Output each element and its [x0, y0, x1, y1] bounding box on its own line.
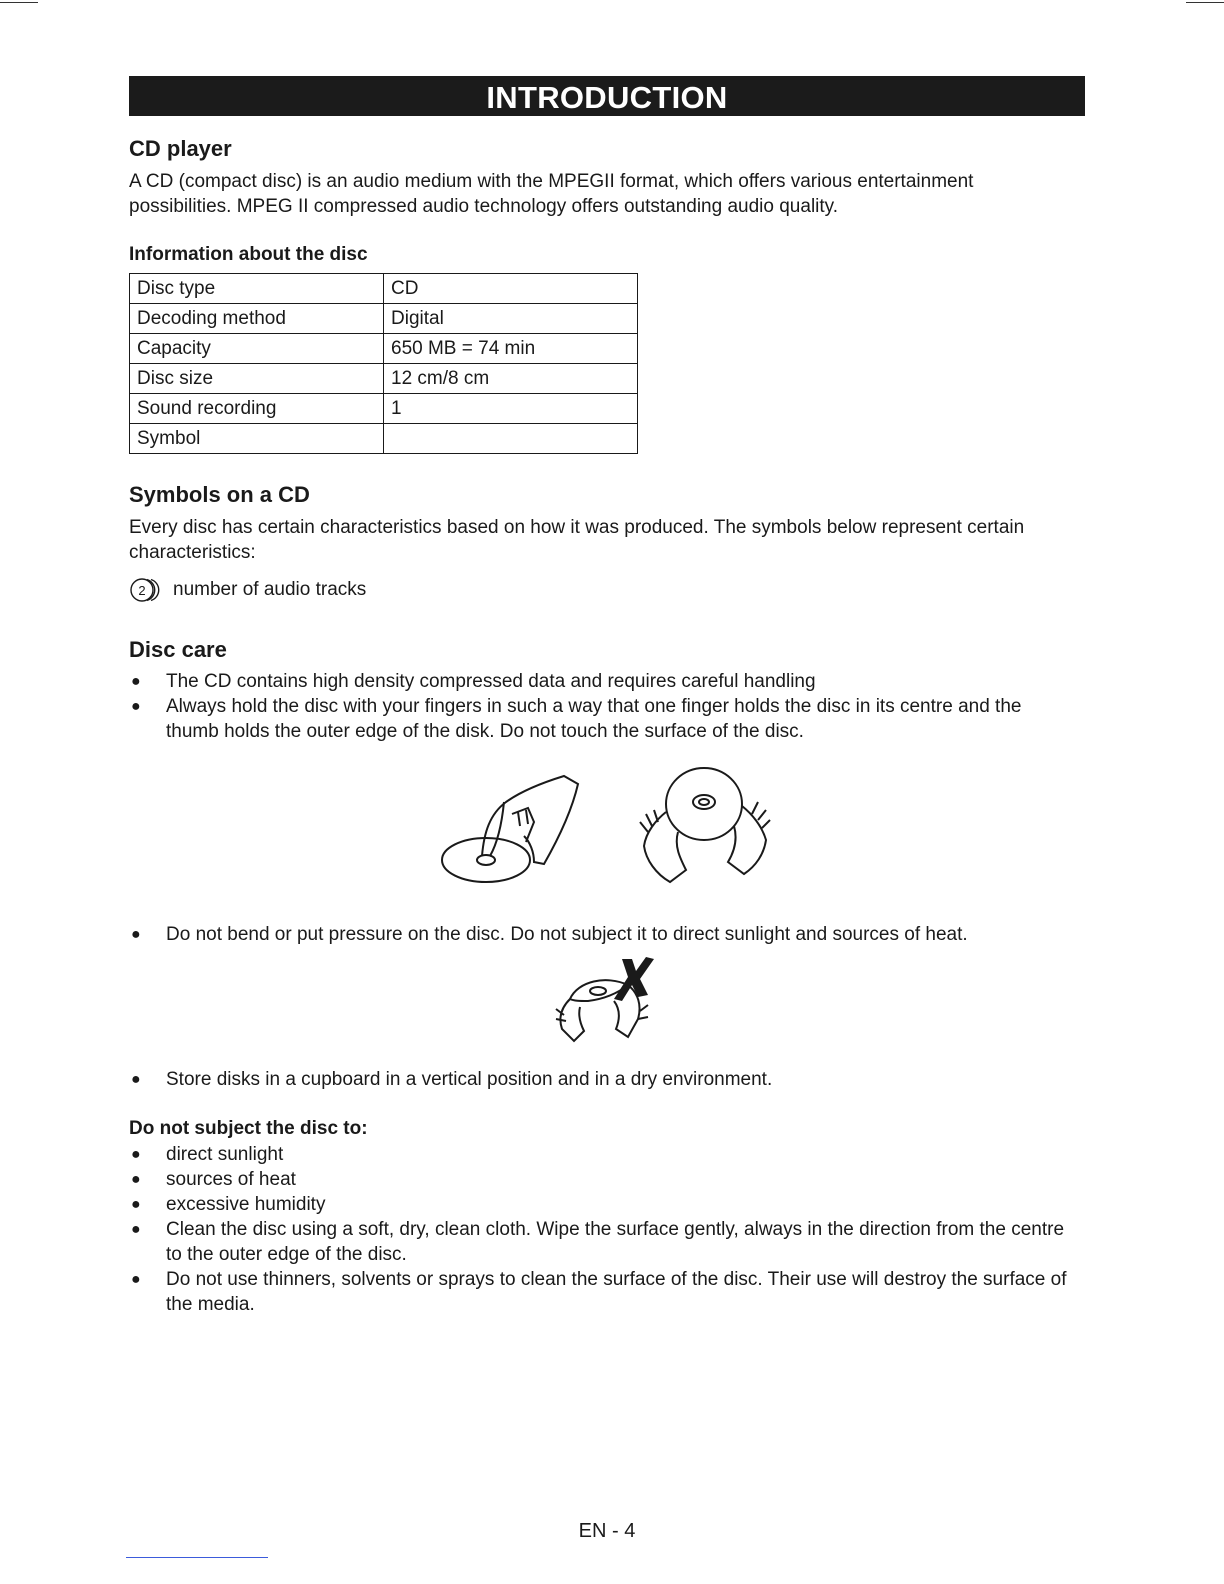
disc-bend-illustration	[129, 955, 1079, 1051]
table-row	[130, 364, 638, 394]
list-item: ● excessive humidity	[131, 1194, 326, 1215]
table-cell-label: Capacity	[130, 334, 384, 364]
disc-handling-illustration	[129, 762, 1079, 892]
list-item: ● The CD contains high density compressed data and requires careful handling	[131, 671, 816, 692]
list-item: ● direct sunlight	[131, 1144, 284, 1165]
disc-info-heading: Information about the disc	[129, 244, 368, 265]
table-cell-value: CD	[384, 274, 638, 304]
audio-tracks-disc-icon	[129, 577, 167, 603]
disc-care-heading: Disc care	[129, 637, 227, 662]
cross-mark-icon	[614, 957, 654, 1001]
crop-mark-right	[1186, 2, 1224, 3]
table-cell-label: Disc size	[130, 364, 384, 394]
crop-mark-left	[0, 2, 38, 3]
table-cell-label: Symbol	[130, 424, 384, 454]
bent-disc-warning-icon	[544, 955, 664, 1051]
disc-info-table	[129, 273, 638, 454]
table-cell-label: Decoding method	[130, 304, 384, 334]
cd-player-heading: CD player	[129, 136, 232, 161]
hand-holding-disc-icon	[434, 762, 774, 892]
page-content	[129, 134, 1079, 1317]
table-cell-value: 12 cm/8 cm	[384, 364, 638, 394]
bottom-rule	[126, 1557, 268, 1558]
cd-player-body: A CD (compact disc) is an audio medium with the MPEGII format, which offers various entertainment possibilities. MPEG II compressed audio technology offers outstanding audio quality.	[129, 171, 974, 217]
audio-tracks-count: 2	[138, 583, 146, 598]
list-item: ● Always hold the disc with your fingers in such a way that one finger holds the disc in its centre and the thumb holds the outer edge of the disk. Do not touch the surface of the disc.	[131, 696, 1022, 742]
list-item: ● Do not use thinners, solvents or sprays to clean the surface of the disc. Their use will destroy the surface of the media.	[131, 1269, 1067, 1315]
disc-bend-list	[129, 922, 1079, 947]
table-cell-value	[384, 424, 638, 454]
audio-tracks-label: number of audio tracks	[173, 579, 367, 600]
page-title: INTRODUCTION	[129, 76, 1085, 116]
table-cell-label: Disc type	[130, 274, 384, 304]
table-row	[130, 274, 638, 304]
list-item: ● Do not bend or put pressure on the disc. Do not subject it to direct sunlight and sources of heat.	[131, 924, 968, 945]
table-cell-value: 1	[384, 394, 638, 424]
symbols-heading: Symbols on a CD	[129, 482, 310, 507]
table-row	[130, 394, 638, 424]
table-cell-label: Sound recording	[130, 394, 384, 424]
table-cell-value: 650 MB = 74 min	[384, 334, 638, 364]
table-row	[130, 304, 638, 334]
list-item: ● sources of heat	[131, 1169, 296, 1190]
disc-store-list	[129, 1067, 1079, 1092]
disc-care-list	[129, 669, 1079, 744]
do-not-list	[129, 1142, 1079, 1317]
audio-tracks-symbol-row	[129, 577, 1079, 603]
table-row	[130, 424, 638, 454]
table-cell-value: Digital	[384, 304, 638, 334]
page-number: EN - 4	[578, 1520, 636, 1542]
do-not-heading: Do not subject the disc to:	[129, 1118, 368, 1139]
list-item: ● Clean the disc using a soft, dry, clean cloth. Wipe the surface gently, always in the direction from the centre to the outer edge of the disc.	[131, 1219, 1065, 1265]
table-row	[130, 334, 638, 364]
list-item: ● Store disks in a cupboard in a vertical position and in a dry environment.	[131, 1069, 773, 1090]
symbols-body: Every disc has certain characteristics based on how it was produced. The symbols below represent certain characteristics:	[129, 517, 1025, 563]
